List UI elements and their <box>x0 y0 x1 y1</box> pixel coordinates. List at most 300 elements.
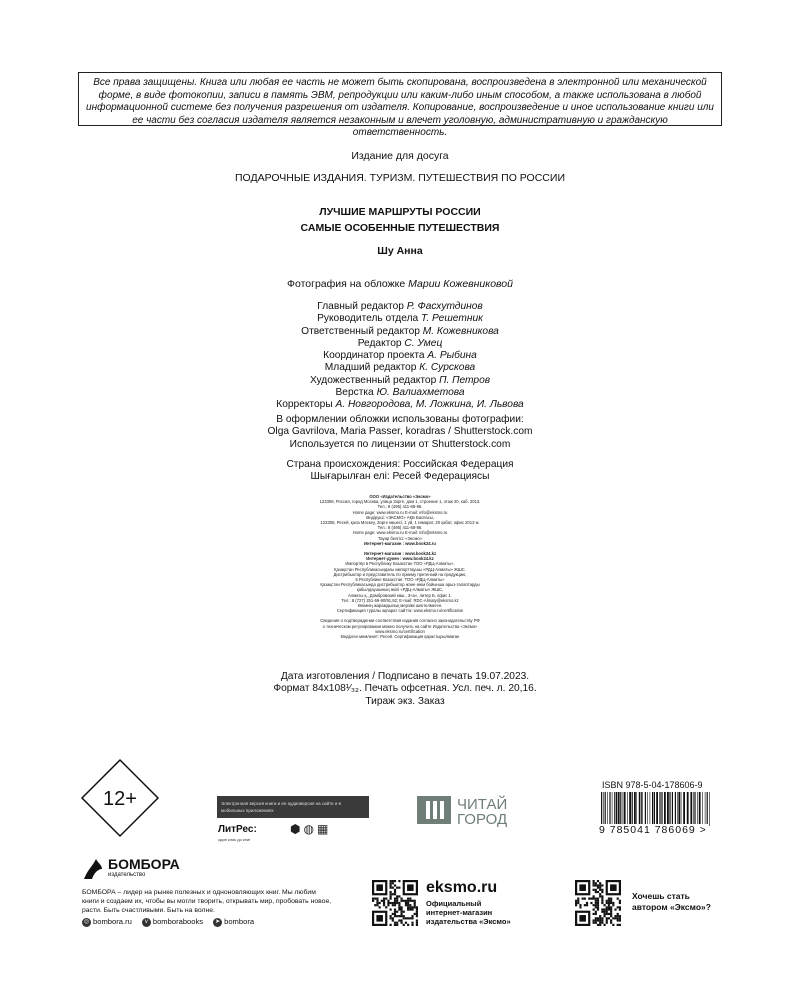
qr-module <box>407 902 409 904</box>
qr-module <box>617 906 619 908</box>
qr-module <box>411 908 413 910</box>
qr-module <box>610 898 612 900</box>
qr-module <box>403 924 405 926</box>
qr-module <box>601 922 603 924</box>
credit-line <box>0 338 800 350</box>
qr-module <box>595 884 597 886</box>
barcode-bar <box>618 792 620 826</box>
imprint-line: Home page: www.eksmo.ru E-mail: info@eksmo.ru <box>352 530 448 536</box>
barcode-bar <box>616 792 617 826</box>
qr-module <box>610 902 612 904</box>
qr-module <box>407 908 409 910</box>
barcode-bar <box>662 792 663 826</box>
qr-module <box>400 915 402 917</box>
isbn-number: 9 785041 786069 > <box>599 824 707 836</box>
qr-module <box>394 891 396 893</box>
qr-module <box>372 898 374 900</box>
qr-module <box>405 904 407 906</box>
qr-module <box>575 902 577 904</box>
barcode-bar <box>620 792 621 826</box>
credit-line <box>0 387 800 399</box>
qr-module <box>606 922 608 924</box>
barcode-bar <box>707 792 708 826</box>
imprint-line: Сведения о подтверждении соответствия издания согласно законодательству РФ <box>320 618 480 624</box>
qr-module <box>612 904 614 906</box>
qr-module <box>381 900 383 902</box>
qr-module <box>400 922 402 924</box>
qr-module <box>608 898 610 900</box>
qr-module <box>597 898 599 900</box>
qr-module <box>394 913 396 915</box>
qr-module <box>593 904 595 906</box>
barcode-bar <box>669 792 670 826</box>
qr-module <box>376 900 378 902</box>
qr-module <box>601 900 603 902</box>
qr-module <box>595 906 597 908</box>
qr-module <box>409 900 411 902</box>
credit-name: А. Новгородова, М. Ложкина, И. Львова <box>335 399 524 411</box>
credit-name: К. Сурскова <box>419 362 476 374</box>
barcode-bar <box>699 792 701 826</box>
qr-module <box>392 882 394 884</box>
book-author: Шу Анна <box>377 245 423 257</box>
barcode-bar <box>678 792 680 826</box>
qr-module <box>597 900 599 902</box>
qr-module <box>601 911 603 913</box>
qr-module <box>608 906 610 908</box>
barcode-bar <box>677 792 678 826</box>
social-telegram[interactable]: ➤ bombora <box>215 917 255 926</box>
qr-module <box>608 913 610 915</box>
print-run: Тираж экз. Заказ <box>365 695 445 707</box>
qr-module <box>392 893 394 895</box>
qr-module <box>376 898 378 900</box>
qr-module <box>619 900 621 902</box>
qr-module <box>398 904 400 906</box>
qr-module <box>414 906 416 908</box>
qr-module <box>599 893 601 895</box>
barcode-bar <box>702 792 703 826</box>
barcode-bar <box>660 792 661 826</box>
origin-line: Шығарылған елі: Ресей Федерациясы <box>310 471 490 483</box>
barcode-bar <box>605 792 606 826</box>
qr-module <box>590 898 592 900</box>
qr-module <box>411 900 413 902</box>
qr-module <box>411 917 413 919</box>
qr-module <box>619 906 621 908</box>
qr-module <box>392 904 394 906</box>
qr-module <box>603 924 605 926</box>
age-rating-badge <box>80 758 160 838</box>
qr-module <box>405 902 407 904</box>
barcode-bar <box>639 792 640 826</box>
qr-module <box>403 917 405 919</box>
qr-module <box>603 908 605 910</box>
barcode-bar <box>697 792 698 826</box>
barcode-bar <box>695 792 696 826</box>
qr-module <box>403 900 405 902</box>
become-author: Хочешь стать автором «Эксмо»? <box>632 891 711 912</box>
barcode-bar <box>654 792 655 826</box>
qr-module <box>595 898 597 900</box>
barcode-bar <box>683 792 685 826</box>
qr-module <box>597 904 599 906</box>
barcode-bar <box>641 792 642 826</box>
qr-module <box>601 884 603 886</box>
qr-module <box>610 911 612 913</box>
qr-module <box>383 900 385 902</box>
qr-module <box>610 906 612 908</box>
credit-name: Р. Фасхутдинов <box>406 301 483 312</box>
qr-module <box>416 911 418 913</box>
qr-module <box>577 900 579 902</box>
qr-module <box>595 889 597 891</box>
qr-module <box>407 900 409 902</box>
qr-module <box>590 902 592 904</box>
qr-module <box>608 900 610 902</box>
credit-line <box>0 301 800 313</box>
qr-module <box>617 915 619 917</box>
chitai-gorod-line1: ЧИТАЙ <box>457 796 508 813</box>
qr-module <box>599 919 601 921</box>
qr-module <box>612 917 614 919</box>
qr-module <box>407 904 409 906</box>
qr-module <box>390 882 392 884</box>
barcode-bar <box>603 792 604 826</box>
qr-module <box>619 908 621 910</box>
imprint-line: Интернет-магазин : www.book24.ru <box>364 540 436 546</box>
qr-module <box>606 917 608 919</box>
qr-module <box>396 895 398 897</box>
qr-module <box>610 908 612 910</box>
qr-module <box>374 898 376 900</box>
qr-module <box>595 900 597 902</box>
barcode-bar <box>664 792 666 826</box>
barcode-bar <box>607 792 608 826</box>
qr-module <box>612 924 614 926</box>
barcode-bar <box>681 792 682 826</box>
android-icon: ⬢ <box>290 822 304 836</box>
qr-module <box>593 882 595 884</box>
barcode-bar <box>647 792 648 826</box>
globe-icon: ◎ <box>83 918 90 925</box>
bombora-description: БОМБОРА – лидер на рынке полезных и одноновляющих книг. Мы любим книги и создаем их, чтобы вы могли творить, открывать мир, пробовать новое, расти. Быть счастливыми. Быть на волне. <box>82 889 332 914</box>
qr-module <box>575 904 577 906</box>
qr-module <box>586 902 588 904</box>
qr-module <box>584 898 586 900</box>
imprint-line: Дистрибьютор и представитель по приему претензий на продукцию, <box>333 571 467 577</box>
barcode-bar <box>656 792 658 826</box>
qr-module <box>619 924 621 926</box>
qr-module <box>400 900 402 902</box>
qr-module <box>383 902 385 904</box>
eksmo-url[interactable]: eksmo.ru <box>426 879 498 896</box>
qr-module <box>390 898 392 900</box>
qr-module <box>398 908 400 910</box>
barcode-bar <box>675 792 676 826</box>
qr-module <box>398 902 400 904</box>
barcode-bar <box>627 792 628 826</box>
qr-module <box>597 902 599 904</box>
qr-module <box>396 898 398 900</box>
qr-module <box>599 884 601 886</box>
qr-module <box>593 898 595 900</box>
qr-module <box>394 880 396 882</box>
barcode-bar <box>645 792 646 826</box>
qr-module <box>372 900 374 902</box>
qr-module <box>597 887 599 889</box>
credit-line <box>0 313 800 325</box>
qr-module <box>599 915 601 917</box>
qr-module <box>392 902 394 904</box>
qr-module <box>601 891 603 893</box>
copyright-notice: Все права защищены. Книга или любая ее часть не может быть скопирована, воспроизведена в электронной или механической форме, в виде фотокопии, записи в память ЭВМ, репродукции или каким-либо иным способом, а также использована в любой информационной системе без получения разрешения от издателя. Копирование, воспроизведение и иное использование книги или ее части без согласия издателя является незаконным и влечет уголовную, административную и гражданскую ответственность. <box>78 72 722 126</box>
qr-module <box>390 895 392 897</box>
qr-module <box>409 904 411 906</box>
barcode-bar <box>629 792 631 826</box>
qr-module <box>610 915 612 917</box>
barcode-bar <box>687 792 689 826</box>
qr-module <box>603 904 605 906</box>
credit-name: М. Кожевникова <box>422 325 499 337</box>
qr-module <box>385 906 387 908</box>
qr-finder <box>579 884 586 891</box>
qr-module <box>595 911 597 913</box>
qr-module <box>599 917 601 919</box>
qr-module <box>387 902 389 904</box>
print-format: Формат 84x108¹⁄₃₂. Печать офсетная. Усл. печ. л. 20,16. <box>273 683 537 695</box>
qr-module <box>595 882 597 884</box>
qr-module <box>606 906 608 908</box>
qr-module <box>614 915 616 917</box>
barcode-bar <box>634 792 636 826</box>
qr-module <box>407 906 409 908</box>
qr-module <box>405 922 407 924</box>
qr-module <box>400 913 402 915</box>
qr-module <box>390 887 392 889</box>
qr-module <box>396 900 398 902</box>
credit-line <box>0 399 800 411</box>
barcode-bar <box>705 792 706 826</box>
qr-module <box>411 915 413 917</box>
qr-module <box>400 911 402 913</box>
qr-module <box>396 915 398 917</box>
qr-module <box>390 902 392 904</box>
qr-module <box>387 900 389 902</box>
imprint-line: Қазақстан Республикасында дистрибьютор және өнім бойынша арыз-талаптарды <box>320 582 480 588</box>
eksmo-qr-code[interactable] <box>372 880 418 926</box>
qr-module <box>379 902 381 904</box>
credit-role: Ответственный редактор <box>301 325 423 337</box>
qr-module <box>601 895 603 897</box>
qr-module <box>617 924 619 926</box>
qr-module <box>588 898 590 900</box>
origin-line: Страна происхождения: Российская Федерация <box>286 459 514 470</box>
qr-module <box>416 906 418 908</box>
litres-banner: Электронная версия книги и ее аудиоверсия на сайте и в мобильных приложениях <box>217 796 369 818</box>
print-info <box>270 671 540 708</box>
imprint-line: қабылдаушының өкілі «РДЦ-Алматы» ЖШС, <box>356 587 444 593</box>
qr-module <box>409 917 411 919</box>
qr-module <box>392 919 394 921</box>
imprint-line: ООО «Издательство «Эксмо» <box>369 494 431 499</box>
qr-module <box>606 902 608 904</box>
qr-module <box>601 889 603 891</box>
qr-module <box>405 917 407 919</box>
barcode-bar <box>690 792 692 826</box>
barcode-bar <box>636 792 637 826</box>
qr-module <box>606 908 608 910</box>
qr-module <box>614 908 616 910</box>
barcode-bar <box>652 792 653 826</box>
bombora-sub: издательство <box>108 872 146 878</box>
qr-module <box>396 911 398 913</box>
qr-module <box>608 902 610 904</box>
qr-module <box>379 906 381 908</box>
qr-module <box>411 922 413 924</box>
imprint-line: Алматы қ., Домбровский көш., 3«а», литер Б, офис 1. <box>348 592 452 598</box>
vk-icon: v <box>142 918 151 927</box>
barcode-bar <box>709 792 710 826</box>
qr-module <box>400 898 402 900</box>
qr-module <box>390 891 392 893</box>
qr-module <box>390 893 392 895</box>
qr-module <box>392 887 394 889</box>
platform-icons <box>290 822 331 836</box>
qr-module <box>595 922 597 924</box>
age-rating-text: 12+ <box>103 788 137 810</box>
credit-role: Редактор <box>357 337 405 349</box>
qr-module <box>619 917 621 919</box>
cover-photo-name: Марии Кожевниковой <box>408 278 513 290</box>
qr-module <box>394 893 396 895</box>
credit-name: Ю. Валиахметова <box>376 387 465 399</box>
imprint-line: Өндіруші: «ЭКСМО» АҚБ Баспасы, <box>365 514 435 520</box>
qr-module <box>595 917 597 919</box>
qr-finder <box>407 884 414 891</box>
barcode-bar <box>612 792 613 826</box>
qr-module <box>597 880 599 882</box>
barcode-bar <box>642 792 643 826</box>
qr-module <box>374 904 376 906</box>
qr-module <box>608 917 610 919</box>
qr-module <box>414 900 416 902</box>
credit-name: С. Умец <box>404 337 443 349</box>
qr-module <box>617 919 619 921</box>
qr-module <box>394 898 396 900</box>
qr-module <box>599 895 601 897</box>
qr-module <box>390 880 392 882</box>
qr-module <box>606 911 608 913</box>
qr-module <box>577 902 579 904</box>
qr-module <box>387 904 389 906</box>
qr-module <box>603 915 605 917</box>
qr-module <box>597 891 599 893</box>
qr-module <box>394 884 396 886</box>
book-title: ЛУЧШИЕ МАРШРУТЫ РОССИИ <box>319 206 481 218</box>
qr-module <box>593 880 595 882</box>
web-icon: ◍ <box>303 822 317 836</box>
litres-slogan: один клик до книг <box>218 837 251 842</box>
qr-module <box>595 891 597 893</box>
qr-module <box>593 889 595 891</box>
qr-module <box>394 924 396 926</box>
qr-module <box>586 904 588 906</box>
qr-module <box>390 884 392 886</box>
photo-credits-line: Olga Gavrilova, Maria Passer, koradras / Shutterstock.com <box>267 426 533 438</box>
imprint-line: Интернет-дүкен : www.book24.kz <box>366 556 434 562</box>
qr-module <box>396 924 398 926</box>
barcode-bar <box>632 792 633 826</box>
qr-module <box>593 884 595 886</box>
qr-finder <box>376 884 383 891</box>
qr-module <box>617 913 619 915</box>
eksmo-description: Официальный интернет-магазин издательства «Эксмо» <box>426 899 511 926</box>
qr-module <box>416 913 418 915</box>
imprint-line: Импортёр в Республику Казахстан ТОО «РДЦ-Алматы». <box>345 561 455 567</box>
qr-module <box>392 880 394 882</box>
qr-finder <box>610 884 617 891</box>
qr-module <box>601 902 603 904</box>
credit-line <box>0 375 800 387</box>
litres-logo: ЛитРес: <box>218 824 257 835</box>
qr-module <box>593 922 595 924</box>
qr-module <box>394 904 396 906</box>
qr-module <box>394 908 396 910</box>
author-qr-code[interactable] <box>575 880 621 926</box>
social-vk[interactable]: v bomborabooks <box>142 917 203 927</box>
qr-module <box>407 898 409 900</box>
credit-name: П. Петров <box>439 374 491 386</box>
photo-credits-line: Используется по лицензии от Shutterstock.com <box>289 438 511 450</box>
barcode-bar <box>672 792 673 826</box>
qr-module <box>403 911 405 913</box>
qr-module <box>390 915 392 917</box>
imprint-block <box>0 494 800 639</box>
qr-module <box>606 900 608 902</box>
qr-module <box>597 917 599 919</box>
qr-module <box>619 902 621 904</box>
credit-role: Координатор проекта <box>323 350 428 362</box>
qr-module <box>593 913 595 915</box>
qr-module <box>606 919 608 921</box>
cover-photo-label: Фотография на обложке <box>287 278 409 290</box>
qr-module <box>601 898 603 900</box>
qr-module <box>409 906 411 908</box>
bombora-logo <box>82 855 180 881</box>
qr-module <box>394 911 396 913</box>
credit-line <box>0 362 800 374</box>
social-site[interactable]: ◎ bombora.ru <box>83 917 132 926</box>
qr-module <box>414 902 416 904</box>
qr-module <box>610 913 612 915</box>
qr-module <box>603 911 605 913</box>
qr-module <box>610 900 612 902</box>
credit-role: Главный редактор <box>317 301 407 312</box>
imprint-line: Өнімнің жарамдылық мерзімі шектелмеген. <box>357 603 443 609</box>
credit-role: Художественный редактор <box>309 374 440 386</box>
imprint-line: Өндірген мемлекет: Ресей. Сертификация қарастырылмаған <box>340 634 460 640</box>
isbn-label: ISBN 978-5-04-178606-9 <box>602 780 703 790</box>
barcode-bar <box>650 792 651 826</box>
qr-module <box>385 898 387 900</box>
qr-module <box>599 882 601 884</box>
qr-module <box>383 904 385 906</box>
qr-module <box>619 915 621 917</box>
print-date: Дата изготовления / Подписано в печать 19.07.2023. <box>280 671 530 682</box>
barcode-bar <box>667 792 669 826</box>
qr-module <box>398 895 400 897</box>
